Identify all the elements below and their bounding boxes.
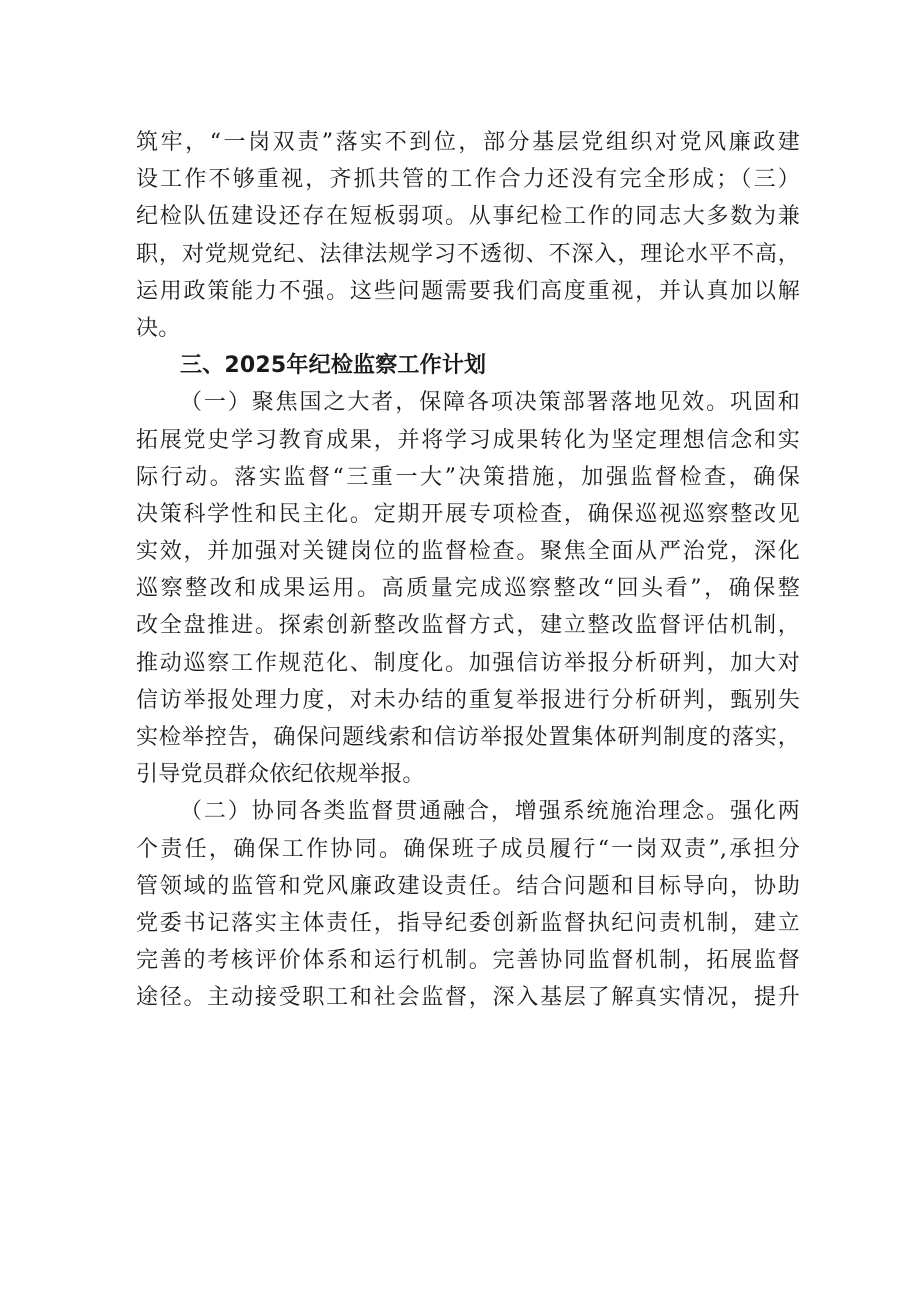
text-line: 实效，并加强对关键岗位的监督检查。聚焦全面从严治党，深化 xyxy=(136,539,800,565)
text-line: 实检举控告，确保问题线索和信访举报处置集体研判制度的落实， xyxy=(136,725,800,750)
text-line: 管领域的监管和党风廉政建设责任。结合问题和目标导向，协助 xyxy=(136,873,800,899)
paragraph-plan-1 xyxy=(136,384,800,793)
text-line: 完善的考核评价体系和运行机制。完善协同监督机制，拓展监督 xyxy=(136,948,800,974)
text-line: 改全盘推进。探索创新整改监督方式，建立整改监督评估机制， xyxy=(136,613,800,639)
text-line: 巡察整改和成果运用。高质量完成巡察整改“回头看”，确保整 xyxy=(136,576,800,602)
text-line: 推动巡察工作规范化、制度化。加强信访举报分析研判，加大对 xyxy=(136,650,800,676)
paragraph-plan-2 xyxy=(136,793,800,1016)
text-line: 决策科学性和民主化。定期开展专项检查，确保巡视巡察整改见 xyxy=(136,501,800,527)
text-line: 拓展党史学习教育成果，并将学习成果转化为坚定理想信念和实 xyxy=(136,427,800,453)
text-line: 个责任，确保工作协同。确保班子成员履行“一岗双责”,承担分 xyxy=(136,836,800,862)
text-line: 纪检队伍建设还存在短板弱项。从事纪检工作的同志大多数为兼 xyxy=(136,204,800,230)
text-line: 引导党员群众依纪依规举报。 xyxy=(136,762,425,788)
text-line: 信访举报处理力度，对未办结的重复举报进行分析研判，甄别失 xyxy=(136,687,800,713)
section-heading: 三、2025年纪检监察工作计划 xyxy=(180,353,487,379)
text-line: 际行动。落实监督“三重一大”决策措施，加强监督检查，确保 xyxy=(136,464,800,490)
text-line: （二）协同各类监督贯通融合，增强系统施治理念。强化两 xyxy=(180,799,800,825)
text-line: 设工作不够重视，齐抓共管的工作合力还没有完全形成；（三） xyxy=(136,167,800,193)
text-line: 运用政策能力不强。这些问题需要我们高度重视，并认真加以解 xyxy=(136,278,800,304)
text-line: 途径。主动接受职工和社会监督，深入基层了解真实情况，提升 xyxy=(136,985,800,1011)
text-line: 党委书记落实主体责任，指导纪委创新监督执纪问责机制，建立 xyxy=(136,910,800,936)
text-line: 决。 xyxy=(136,315,181,341)
text-line: 职，对党规党纪、法律法规学习不透彻、不深入，理论水平不高， xyxy=(136,241,800,267)
paragraph-problems xyxy=(136,124,800,347)
text-line: 筑牢，“一岗双责”落实不到位，部分基层党组织对党风廉政建 xyxy=(136,130,800,155)
document-body xyxy=(136,124,800,1017)
text-line: （一）聚焦国之大者，保障各项决策部署落地见效。巩固和 xyxy=(180,390,800,416)
